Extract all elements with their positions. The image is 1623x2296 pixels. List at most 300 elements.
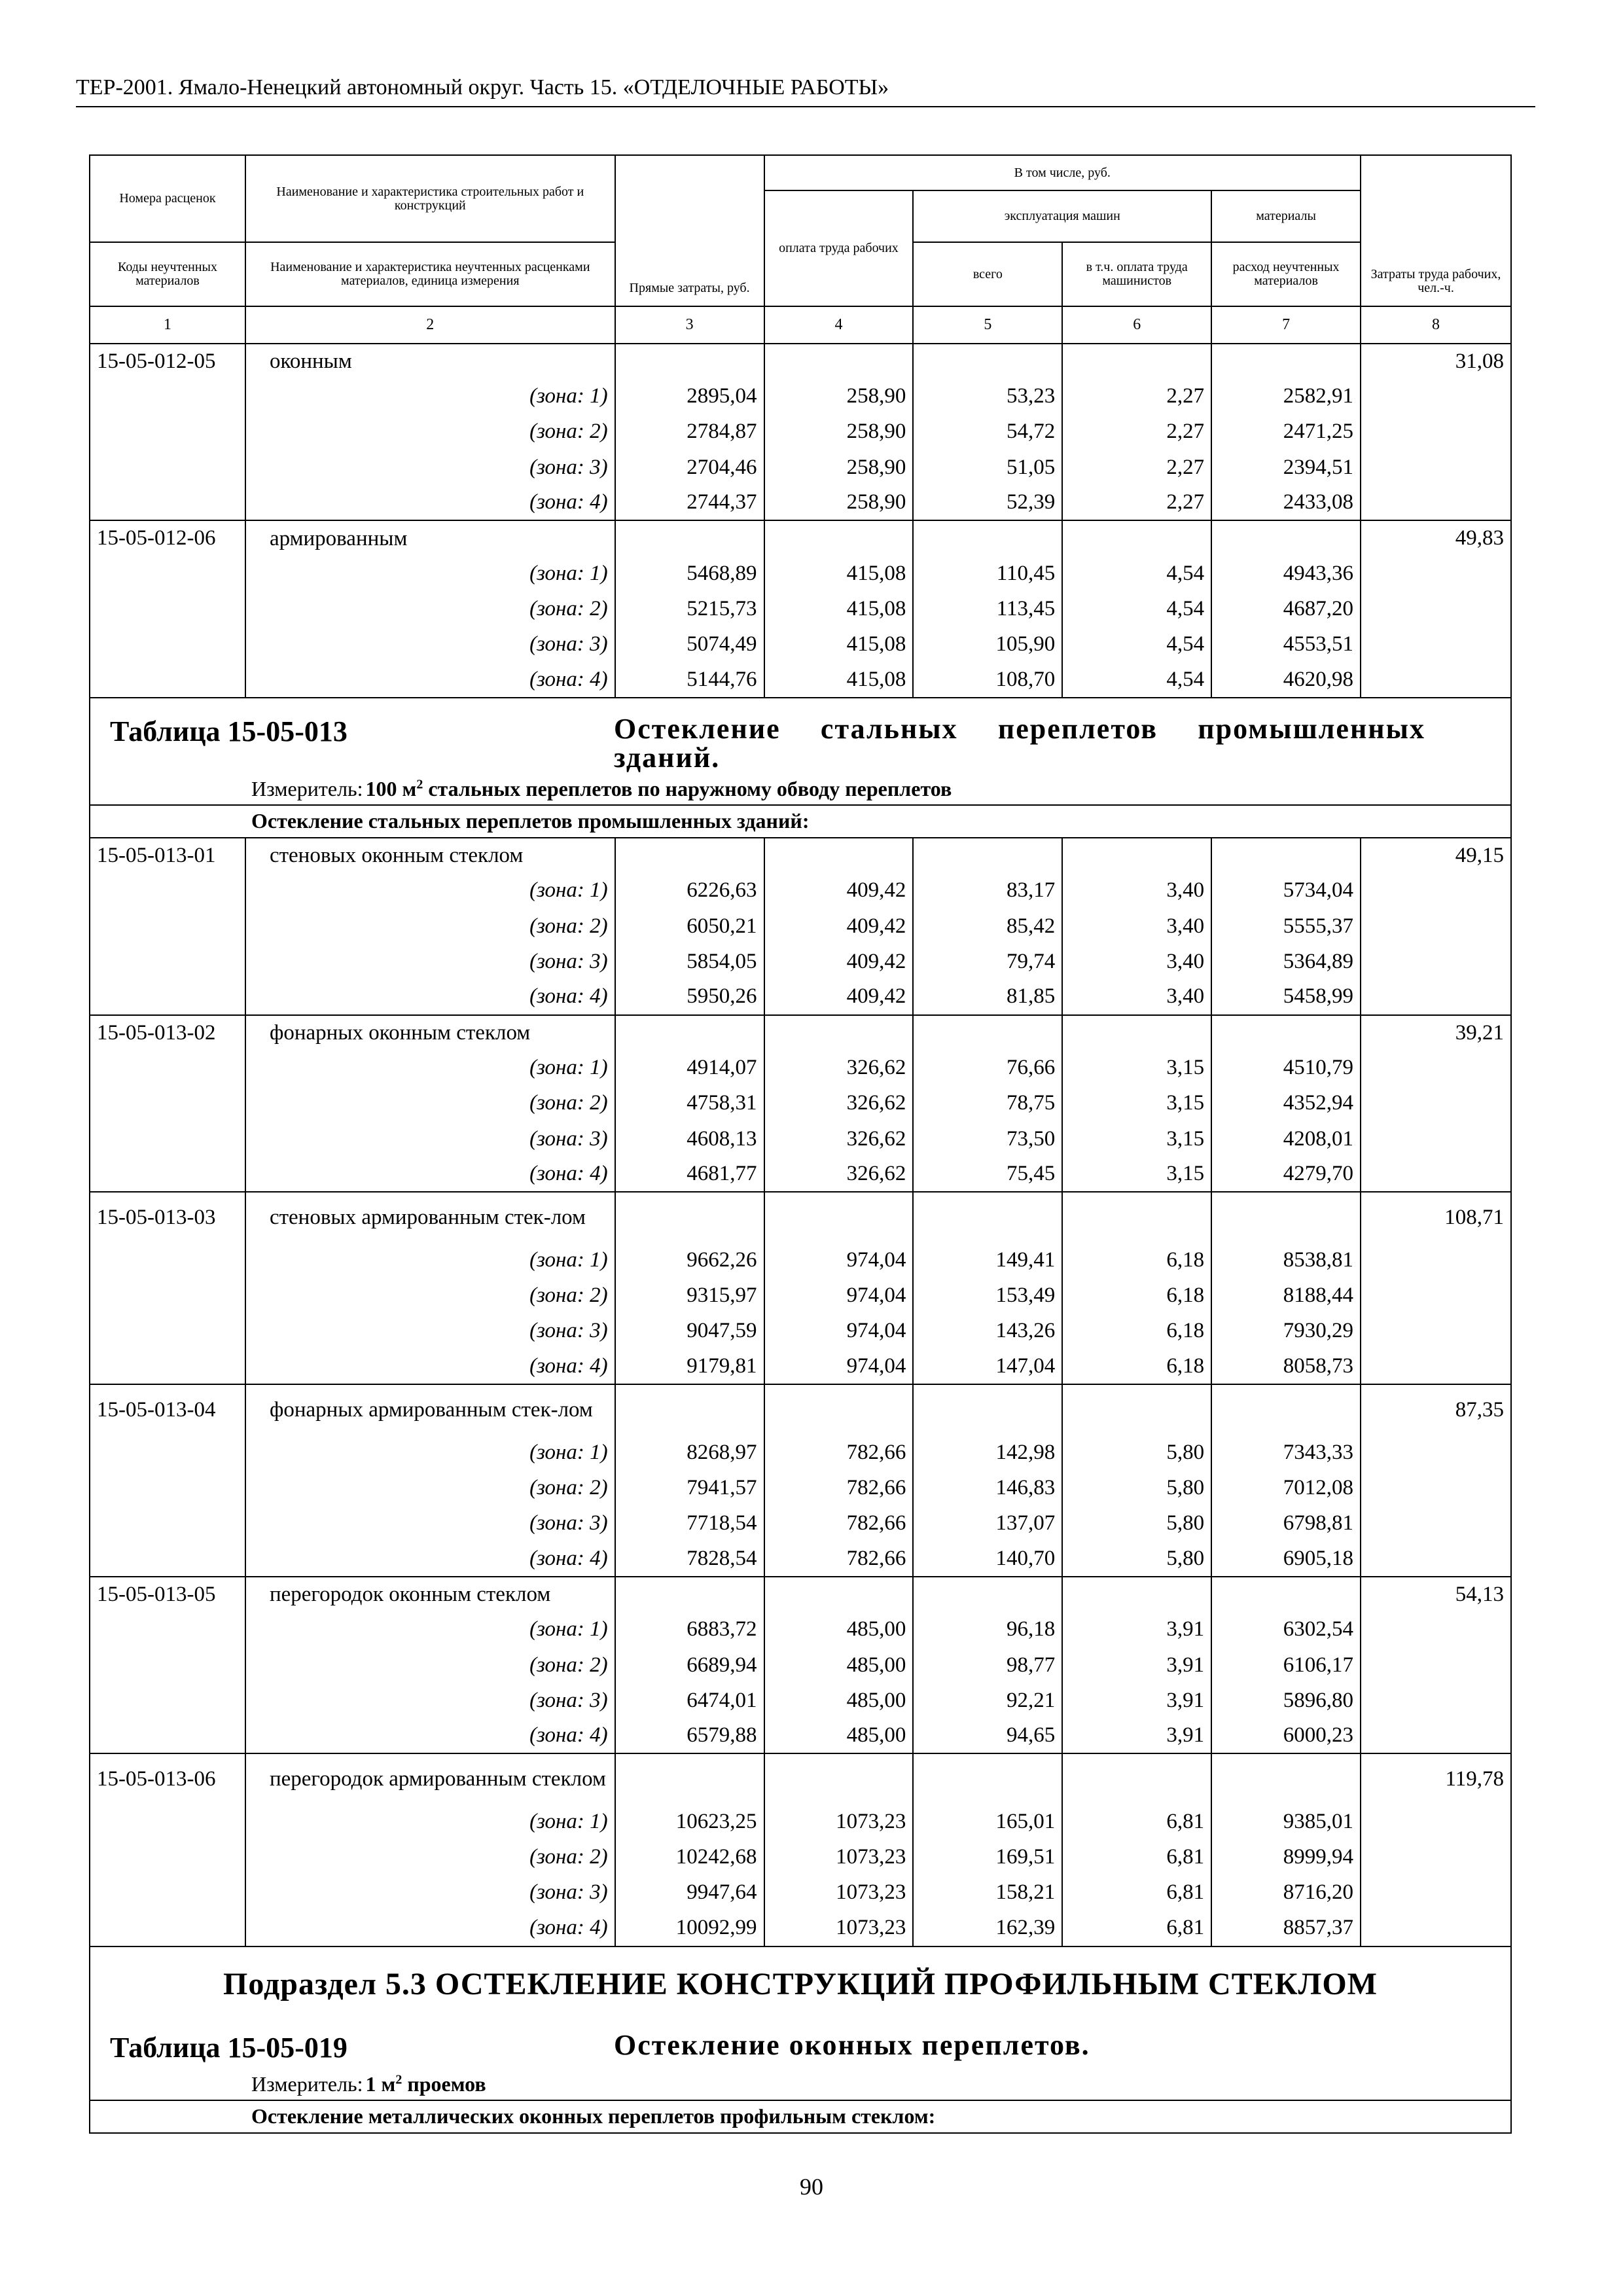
empty-cell: [1361, 1875, 1511, 1910]
work-name: фонарных оконным стеклом: [245, 1015, 615, 1050]
empty-cell: [90, 944, 245, 979]
work-name: фонарных армированным стек-лом: [245, 1384, 615, 1435]
zone-row: [90, 1804, 1511, 1840]
machine-total: 143,26: [913, 1314, 1062, 1349]
rate-code: 15-05-013-01: [90, 838, 245, 873]
zone-label: (зона: 3): [245, 1314, 615, 1349]
direct-cost: 5074,49: [615, 627, 764, 662]
table-019-measure-value: 1 м: [365, 2072, 396, 2096]
zone-row: [90, 1910, 1511, 1946]
zone-row: [90, 379, 1511, 414]
labor-cost: 87,35: [1361, 1384, 1511, 1435]
worker-pay: 485,00: [764, 1647, 914, 1683]
empty-cell: [90, 1050, 245, 1086]
col6-header: в т.ч. оплата труда машинистов: [1062, 242, 1211, 306]
operator-pay: 2,27: [1062, 485, 1211, 520]
direct-cost: 10092,99: [615, 1910, 764, 1946]
rate-code: 15-05-013-03: [90, 1192, 245, 1242]
worker-pay: 415,08: [764, 662, 914, 698]
empty-cell: [90, 1804, 245, 1840]
worker-pay: 415,08: [764, 592, 914, 627]
empty-cell: [615, 344, 764, 379]
empty-cell: [1361, 1804, 1511, 1840]
materials-cost: 5896,80: [1211, 1683, 1361, 1718]
direct-cost: 7941,57: [615, 1470, 764, 1505]
machine-total: 105,90: [913, 627, 1062, 662]
empty-cell: [913, 1192, 1062, 1242]
zone-row: [90, 1314, 1511, 1349]
materials-cost: 9385,01: [1211, 1804, 1361, 1840]
worker-pay: 974,04: [764, 1349, 914, 1384]
empty-cell: [90, 1470, 245, 1505]
col-number: 7: [1211, 306, 1361, 343]
empty-cell: [1361, 873, 1511, 908]
header-rule: [76, 106, 1535, 107]
direct-cost: 9947,64: [615, 1875, 764, 1910]
items-013: [90, 838, 1511, 1946]
empty-cell: [1361, 1718, 1511, 1753]
rate-code: 15-05-012-06: [90, 520, 245, 556]
zone-row: [90, 1647, 1511, 1683]
zone-row: [90, 1875, 1511, 1910]
worker-pay: 415,08: [764, 556, 914, 591]
machine-total: 73,50: [913, 1121, 1062, 1157]
operator-pay: 6,18: [1062, 1278, 1211, 1314]
materials-cost: 2582,91: [1211, 379, 1361, 414]
materials-cost: 6106,17: [1211, 1647, 1361, 1683]
zone-row: [90, 556, 1511, 591]
col-number: 2: [245, 306, 615, 343]
zone-row: [90, 1157, 1511, 1192]
worker-pay: 1073,23: [764, 1840, 914, 1875]
operator-pay: 2,27: [1062, 414, 1211, 450]
zone-row: [90, 450, 1511, 485]
work-name: оконным: [245, 344, 615, 379]
zone-row: [90, 1349, 1511, 1384]
running-header: ТЕР-2001. Ямало-Ненецкий автономный округ. Часть 15. «ОТДЕЛОЧНЫЕ РАБОТЫ»: [76, 75, 889, 99]
table-013-title-text: Остекление стальных переплетов промышленных зданий.: [614, 712, 1425, 772]
worker-pay: 1073,23: [764, 1910, 914, 1946]
empty-cell: [90, 1647, 245, 1683]
table-019-title-text: Остекление оконных переплетов.: [614, 2029, 1090, 2062]
zone-row: [90, 944, 1511, 979]
zone-row: [90, 1435, 1511, 1470]
materials-cost: 4510,79: [1211, 1050, 1361, 1086]
empty-cell: [764, 1384, 914, 1435]
empty-cell: [913, 1384, 1062, 1435]
table-013-measure-sup: 2: [416, 777, 423, 792]
machine-total: 146,83: [913, 1470, 1062, 1505]
empty-cell: [1361, 1647, 1511, 1683]
empty-cell: [1361, 379, 1511, 414]
empty-cell: [90, 1242, 245, 1278]
labor-cost: 31,08: [1361, 344, 1511, 379]
col-number: 5: [913, 306, 1062, 343]
machine-total: 140,70: [913, 1541, 1062, 1577]
materials-cost: 8538,81: [1211, 1242, 1361, 1278]
zone-label: (зона: 2): [245, 592, 615, 627]
col-number: 1: [90, 306, 245, 343]
empty-cell: [90, 1121, 245, 1157]
operator-pay: 4,54: [1062, 556, 1211, 591]
rate-code: 15-05-012-05: [90, 344, 245, 379]
empty-cell: [615, 1577, 764, 1612]
direct-cost: 2895,04: [615, 379, 764, 414]
empty-cell: [615, 1192, 764, 1242]
empty-cell: [90, 379, 245, 414]
labor-cost: 49,83: [1361, 520, 1511, 556]
worker-pay: 326,62: [764, 1121, 914, 1157]
zone-row: [90, 1505, 1511, 1541]
empty-cell: [90, 1349, 245, 1384]
empty-cell: [1361, 556, 1511, 591]
zone-row: [90, 908, 1511, 944]
worker-pay: 1073,23: [764, 1875, 914, 1910]
empty-cell: [90, 450, 245, 485]
direct-cost: 5854,05: [615, 944, 764, 979]
worker-pay: 974,04: [764, 1242, 914, 1278]
empty-cell: [615, 520, 764, 556]
empty-cell: [1062, 838, 1211, 873]
col5-header: всего: [913, 242, 1062, 306]
direct-cost: 6474,01: [615, 1683, 764, 1718]
table-013-measure-value: 100 м: [365, 776, 417, 800]
zone-label: (зона: 4): [245, 485, 615, 520]
machine-total: 51,05: [913, 450, 1062, 485]
operator-pay: 6,81: [1062, 1875, 1211, 1910]
empty-cell: [1211, 1577, 1361, 1612]
materials-cost: 8999,94: [1211, 1840, 1361, 1875]
machine-total: 53,23: [913, 379, 1062, 414]
empty-cell: [1062, 1384, 1211, 1435]
machine-total: 149,41: [913, 1242, 1062, 1278]
machine-total: 54,72: [913, 414, 1062, 450]
empty-cell: [90, 1840, 245, 1875]
zone-row: [90, 627, 1511, 662]
col7-header: расход неучтенных материалов: [1211, 242, 1361, 306]
machine-total: 98,77: [913, 1647, 1062, 1683]
machine-total: 78,75: [913, 1086, 1062, 1121]
materials-cost: 5555,37: [1211, 908, 1361, 944]
empty-cell: [90, 662, 245, 698]
empty-cell: [913, 1753, 1062, 1804]
zone-label: (зона: 3): [245, 944, 615, 979]
direct-cost: 5950,26: [615, 979, 764, 1014]
materials-cost: 2433,08: [1211, 485, 1361, 520]
empty-cell: [1361, 592, 1511, 627]
empty-cell: [1361, 1050, 1511, 1086]
operator-pay: 4,54: [1062, 662, 1211, 698]
empty-cell: [913, 344, 1062, 379]
machine-total: 153,49: [913, 1278, 1062, 1314]
operator-pay: 4,54: [1062, 592, 1211, 627]
col-number: 8: [1361, 306, 1511, 343]
direct-cost: 7828,54: [615, 1541, 764, 1577]
direct-cost: 2744,37: [615, 485, 764, 520]
zone-row: [90, 1840, 1511, 1875]
materials-cost: 8058,73: [1211, 1349, 1361, 1384]
empty-cell: [90, 1612, 245, 1647]
operator-pay: 6,18: [1062, 1314, 1211, 1349]
operator-pay: 5,80: [1062, 1470, 1211, 1505]
empty-cell: [1361, 450, 1511, 485]
zone-row: [90, 1683, 1511, 1718]
materials-cost: 4943,36: [1211, 556, 1361, 591]
operator-pay: 3,91: [1062, 1718, 1211, 1753]
operator-pay: 3,15: [1062, 1050, 1211, 1086]
machine-total: 76,66: [913, 1050, 1062, 1086]
zone-label: (зона: 2): [245, 1470, 615, 1505]
subsection-title: Подраздел 5.3 ОСТЕКЛЕНИЕ КОНСТРУКЦИЙ ПРОФИЛЬНЫМ СТЕКЛОМ: [90, 1946, 1511, 2022]
empty-cell: [90, 485, 245, 520]
empty-cell: [90, 627, 245, 662]
empty-cell: [1062, 1192, 1211, 1242]
materials-cost: 4553,51: [1211, 627, 1361, 662]
direct-cost: 4914,07: [615, 1050, 764, 1086]
worker-pay: 409,42: [764, 873, 914, 908]
worker-pay: 326,62: [764, 1086, 914, 1121]
zone-label: (зона: 1): [245, 1435, 615, 1470]
labor-cost: 49,15: [1361, 838, 1511, 873]
zone-label: (зона: 4): [245, 1157, 615, 1192]
col-number: 6: [1062, 306, 1211, 343]
operator-pay: 4,54: [1062, 627, 1211, 662]
table-019-measure-sup: 2: [395, 2072, 402, 2087]
direct-cost: 6689,94: [615, 1647, 764, 1683]
zone-label: (зона: 2): [245, 1840, 615, 1875]
zone-label: (зона: 1): [245, 873, 615, 908]
worker-pay: 782,66: [764, 1435, 914, 1470]
zone-label: (зона: 2): [245, 1647, 615, 1683]
direct-cost: 4608,13: [615, 1121, 764, 1157]
items-top: [90, 344, 1511, 698]
machine-total: 137,07: [913, 1505, 1062, 1541]
machine-total: 92,21: [913, 1683, 1062, 1718]
worker-pay: 974,04: [764, 1314, 914, 1349]
direct-cost: 2784,87: [615, 414, 764, 450]
table-019-subheading: Остекление металлических оконных переплетов профильным стеклом:: [90, 2100, 1511, 2133]
worker-pay: 782,66: [764, 1541, 914, 1577]
worker-pay: 326,62: [764, 1050, 914, 1086]
empty-cell: [1361, 1121, 1511, 1157]
machine-total: 162,39: [913, 1910, 1062, 1946]
materials-cost: 5734,04: [1211, 873, 1361, 908]
empty-cell: [1361, 1086, 1511, 1121]
zone-label: (зона: 3): [245, 450, 615, 485]
zone-label: (зона: 4): [245, 1910, 615, 1946]
col8-header: Затраты труда рабочих, чел.-ч.: [1361, 155, 1511, 306]
direct-cost: 5144,76: [615, 662, 764, 698]
item-row: [90, 1192, 1511, 1242]
empty-cell: [1361, 1541, 1511, 1577]
materials-cost: 6798,81: [1211, 1505, 1361, 1541]
operator-pay: 5,80: [1062, 1435, 1211, 1470]
col3-header: Прямые затраты, руб.: [615, 155, 764, 306]
work-name: стеновых армированным стек-лом: [245, 1192, 615, 1242]
empty-cell: [1062, 1577, 1211, 1612]
operator-pay: 3,91: [1062, 1612, 1211, 1647]
worker-pay: 485,00: [764, 1683, 914, 1718]
materials-cost: 4352,94: [1211, 1086, 1361, 1121]
materials-cost: 7930,29: [1211, 1314, 1361, 1349]
zone-row: [90, 1121, 1511, 1157]
empty-cell: [615, 1753, 764, 1804]
operator-pay: 2,27: [1062, 450, 1211, 485]
table-019-title: [90, 2026, 1510, 2064]
zone-label: (зона: 2): [245, 1278, 615, 1314]
empty-cell: [1361, 1910, 1511, 1946]
zone-row: [90, 1470, 1511, 1505]
labor-cost: 39,21: [1361, 1015, 1511, 1050]
empty-cell: [615, 838, 764, 873]
empty-cell: [90, 1086, 245, 1121]
zone-label: (зона: 1): [245, 1050, 615, 1086]
empty-cell: [913, 1577, 1062, 1612]
rate-code: 15-05-013-04: [90, 1384, 245, 1435]
zone-row: [90, 1278, 1511, 1314]
direct-cost: 4681,77: [615, 1157, 764, 1192]
work-name: армированным: [245, 520, 615, 556]
empty-cell: [90, 1314, 245, 1349]
item-row: [90, 838, 1511, 873]
operator-pay: 6,81: [1062, 1910, 1211, 1946]
item-row: [90, 520, 1511, 556]
direct-cost: 8268,97: [615, 1435, 764, 1470]
rates-table: [89, 154, 1512, 2134]
empty-cell: [1211, 1384, 1361, 1435]
direct-cost: 2704,46: [615, 450, 764, 485]
empty-cell: [615, 1015, 764, 1050]
item-row: [90, 1384, 1511, 1435]
materials-cost: 7012,08: [1211, 1470, 1361, 1505]
materials-cost: 5458,99: [1211, 979, 1361, 1014]
direct-cost: 6226,63: [615, 873, 764, 908]
empty-cell: [913, 520, 1062, 556]
zone-row: [90, 592, 1511, 627]
operator-pay: 3,15: [1062, 1086, 1211, 1121]
empty-cell: [1062, 520, 1211, 556]
item-row: [90, 1015, 1511, 1050]
zone-label: (зона: 4): [245, 1718, 615, 1753]
operator-pay: 5,80: [1062, 1541, 1211, 1577]
machine-total: 165,01: [913, 1804, 1062, 1840]
zone-row: [90, 873, 1511, 908]
operator-pay: 3,40: [1062, 979, 1211, 1014]
operator-pay: 3,40: [1062, 944, 1211, 979]
zone-label: (зона: 3): [245, 1683, 615, 1718]
direct-cost: 5468,89: [615, 556, 764, 591]
empty-cell: [764, 1192, 914, 1242]
direct-cost: 9315,97: [615, 1278, 764, 1314]
materials-header: материалы: [1211, 190, 1361, 242]
table-013-label: Таблица 15-05-013: [110, 715, 348, 747]
empty-cell: [90, 1683, 245, 1718]
table-013-title: [90, 700, 1510, 772]
machine-total: 158,21: [913, 1875, 1062, 1910]
empty-cell: [90, 414, 245, 450]
empty-cell: [1361, 1683, 1511, 1718]
machine-total: 147,04: [913, 1349, 1062, 1384]
materials-cost: 2471,25: [1211, 414, 1361, 450]
empty-cell: [1361, 1349, 1511, 1384]
zone-label: (зона: 4): [245, 1541, 615, 1577]
worker-pay: 782,66: [764, 1505, 914, 1541]
zone-label: (зона: 4): [245, 979, 615, 1014]
zone-label: (зона: 1): [245, 1612, 615, 1647]
materials-cost: 5364,89: [1211, 944, 1361, 979]
empty-cell: [1062, 344, 1211, 379]
empty-cell: [1211, 1015, 1361, 1050]
machine-total: 110,45: [913, 556, 1062, 591]
zone-label: (зона: 3): [245, 1121, 615, 1157]
zone-row: [90, 1612, 1511, 1647]
worker-pay: 258,90: [764, 450, 914, 485]
materials-cost: 4279,70: [1211, 1157, 1361, 1192]
materials-cost: 8716,20: [1211, 1875, 1361, 1910]
zone-label: (зона: 1): [245, 1804, 615, 1840]
materials-cost: 6905,18: [1211, 1541, 1361, 1577]
work-name: перегородок армированным стеклом: [245, 1753, 615, 1804]
work-name: перегородок оконным стеклом: [245, 1577, 615, 1612]
direct-cost: 10242,68: [615, 1840, 764, 1875]
zone-row: [90, 1242, 1511, 1278]
materials-cost: 8188,44: [1211, 1278, 1361, 1314]
empty-cell: [764, 838, 914, 873]
worker-pay: 485,00: [764, 1718, 914, 1753]
materials-cost: 4620,98: [1211, 662, 1361, 698]
materials-cost: 8857,37: [1211, 1910, 1361, 1946]
direct-cost: 6883,72: [615, 1612, 764, 1647]
empty-cell: [90, 1157, 245, 1192]
zone-row: [90, 1541, 1511, 1577]
worker-pay: 258,90: [764, 379, 914, 414]
direct-cost: 9047,59: [615, 1314, 764, 1349]
empty-cell: [90, 873, 245, 908]
direct-cost: 7718,54: [615, 1505, 764, 1541]
zone-label: (зона: 1): [245, 556, 615, 591]
rate-code: 15-05-013-02: [90, 1015, 245, 1050]
machines-header: эксплуатация машин: [913, 190, 1211, 242]
rate-code: 15-05-013-05: [90, 1577, 245, 1612]
empty-cell: [90, 556, 245, 591]
table-019-label: Таблица 15-05-019: [110, 2032, 348, 2064]
operator-pay: 3,40: [1062, 873, 1211, 908]
worker-pay: 485,00: [764, 1612, 914, 1647]
worker-pay: 1073,23: [764, 1804, 914, 1840]
empty-cell: [1361, 1505, 1511, 1541]
worker-pay: 782,66: [764, 1470, 914, 1505]
zone-row: [90, 414, 1511, 450]
zone-row: [90, 1086, 1511, 1121]
machine-total: 113,45: [913, 592, 1062, 627]
empty-cell: [1211, 520, 1361, 556]
empty-cell: [1361, 627, 1511, 662]
empty-cell: [913, 1015, 1062, 1050]
worker-pay: 409,42: [764, 979, 914, 1014]
empty-cell: [764, 1753, 914, 1804]
zone-row: [90, 662, 1511, 698]
empty-cell: [90, 1505, 245, 1541]
direct-cost: 6050,21: [615, 908, 764, 944]
empty-cell: [1361, 485, 1511, 520]
operator-pay: 2,27: [1062, 379, 1211, 414]
empty-cell: [1361, 1435, 1511, 1470]
empty-cell: [90, 908, 245, 944]
direct-cost: 10623,25: [615, 1804, 764, 1840]
worker-pay: 258,90: [764, 414, 914, 450]
col-number: 3: [615, 306, 764, 343]
empty-cell: [90, 592, 245, 627]
